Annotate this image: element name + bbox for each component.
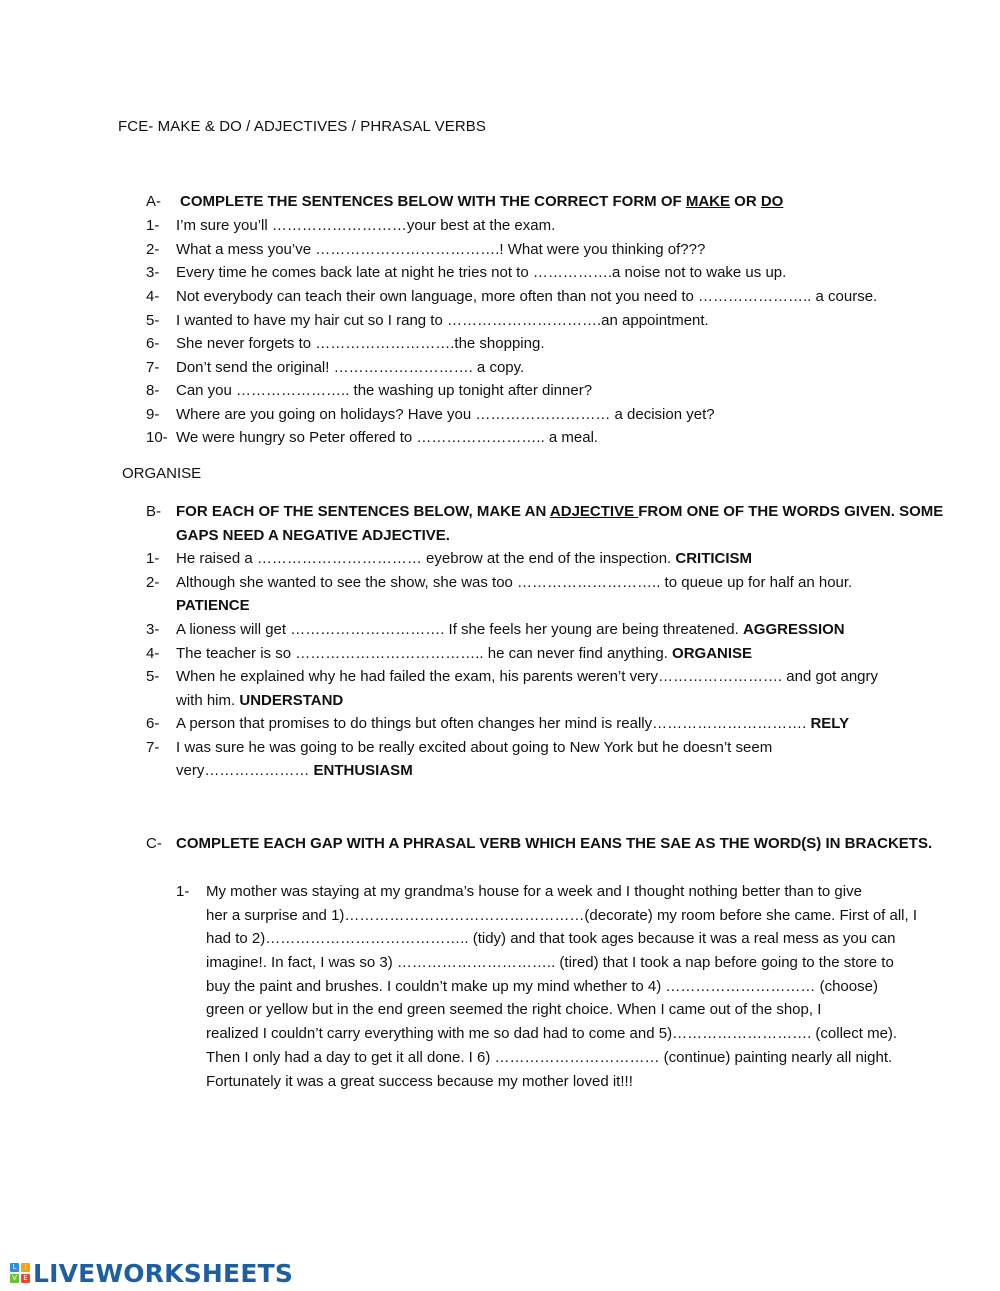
sentence-gap[interactable]: I’m sure you’ll ………………………your best at the exam. [176,217,556,234]
sentence-gap[interactable]: very………………… ENTHUSIASM [176,762,413,779]
liveworksheets-logo[interactable] [10,1258,293,1288]
word-adjective: ADJECTIVE [549,503,639,520]
sentence-gap[interactable]: I wanted to have my hair cut so I rang to ………………………….an appointment. [176,312,709,329]
sentence-gap[interactable]: When he explained why he had failed the exam, his parents weren’t very……………………. and got angry [176,668,879,685]
worksheet-title: FCE- MAKE & DO / ADJECTIVES / PHRASAL VERBS [118,118,486,135]
keyword: AGGRESSION [742,621,845,638]
logo-mark-icon [10,1263,30,1283]
sentence-gap[interactable]: Don’t send the original! ………………………. a copy. [176,359,525,376]
sentence-gap[interactable]: Although she wanted to see the show, she was too ……………………….. to queue up for half an hour. [176,574,853,591]
worksheet-page: FCE- MAKE & DO / ADJECTIVES / PHRASAL VERBS A- COMPLETE THE SENTENCES BELOW WITH THE CORRECT FORM OF MAKE OR DO 1- I’m sure you’ll ………………………your best at the exam. 2- What a mess you’ve ……………………………….! What were you thinking of??? 3- Every time he comes back late at night he tries not to …………….a noise not to wake us up. 4- Not everybody can teach their own language, more often than not you need to ………………….. a course. 5- I wanted to have my hair cut so I rang to ………………………….an appointment. 6- She never forgets to ……………………….the shopping. 7- Don’t send the original! ………………………. a copy. 8- Can you ………………….. the washing up tonight after dinner? 9- Where are you going on holidays? Have you ……………………… a decision yet? 10- We were hungry so Peter offered to …………………….. a meal. ORGANISE B- FOR EACH OF THE SENTENCES BELOW, MAKE AN ADJECTIVE FROM ONE OF THE WORDS GIVEN. SOME GAPS NEED A NEGATIVE ADJECTIVE. 1- He raised a …………………………… eyebrow at the end of the inspection. CRITICISM 2- Although she wanted to see the show, she was too ……………………….. to queue up for half an hour. PATIENCE 3- A lioness will get …………………………. If she feels her young are being threatened. AGGRESSION 4- The teacher is so ……………………………….. he can never find anything. ORGANISE 5- When he explained why he had failed the exam, his parents weren’t very……………………. and got angry with him. UNDERSTAND 6- A person that promises to do things but often changes her mind is really…………………………. RELY 7- I was sure he was going to be really excited about going to New York but he doesn’t seem very………………… ENTHUSIASM C- COMPLETE EACH GAP WITH A PHRASAL VERB WHICH EANS THE SAE AS THE WORD(S) IN BRACKETS. 1- My mother was staying at my grandma’s house for a week and I thought nothing better than to give her a surprise and 1)…………………………………………(decorate) my room before she came. First of all, I had to 2)………………………………….. (tidy) and that took ages because it was a real mess as you can imagine!. In fact, I was so 3) ………………………….. (tired) that I took a nap before going to the store to buy the paint and brushes. I couldn’t make up my mind whether to 4) ………………………… (choose) green or yellow but in the end green seemed the right choice. When I came out of the shop, I realized I couldn’t carry everything with me so dad had to come and 5)………………………. (collect me). Then I only had a day to get it all done. I 6) …………………………… (continue) painting nearly all night. Fortunately it was a great success because my mother loved it!!! L I V E LIVEWORKSHEETS [0,0,1000,1291]
keyword: UNDERSTAND [239,692,344,709]
sentence-gap[interactable]: A lioness will get …………………………. If she feels her young are being threatened. AGGRESSION [176,621,845,638]
word-make: MAKE [685,193,730,210]
section-c-instruction: COMPLETE EACH GAP WITH A PHRASAL VERB WHICH EANS THE SAE AS THE WORD(S) IN BRACKETS. [176,835,933,852]
sentence-gap[interactable]: She never forgets to ……………………….the shopping. [176,335,545,352]
paragraph-line: My mother was staying at my grandma’s house for a week and I thought nothing better than to give [206,883,862,900]
word-do: DO [760,193,784,210]
sentence-gap[interactable]: Not everybody can teach their own language, more often than not you need to ………………….. a course. [176,288,878,305]
sentence-text: I was sure he was going to be really excited about going to New York but he doesn’t seem [176,739,773,756]
paragraph-line-gap[interactable]: Then I only had a day to get it all done. I 6) …………………………… (continue) painting nearly all night. [206,1048,893,1066]
keyword: CRITICISM [675,550,753,567]
section-c-label: C- [146,835,162,852]
paragraph-line-gap[interactable]: buy the paint and brushes. I couldn’t make up my mind whether to 4) ………………………… (choose) [206,977,878,995]
paragraph-line-gap[interactable]: imagine!. In fact, I was so 3) ………………………….. (tired) that I took a nap before going to the store to [206,954,894,972]
brand-name: LIVEWORKSHEETS [33,1258,294,1288]
sentence-gap[interactable]: Where are you going on holidays? Have you ……………………… a decision yet? [176,406,715,423]
keyword: ENTHUSIASM [313,762,413,779]
logo-tile: L [10,1263,19,1272]
sentence-gap[interactable]: What a mess you’ve ……………………………….! What were you thinking of??? [176,241,706,258]
sentence-gap[interactable]: A person that promises to do things but often changes her mind is really…………………………. RELY [176,715,850,732]
sentence-gap[interactable]: Every time he comes back late at night he tries not to …………….a noise not to wake us up. [176,264,787,281]
paragraph-line: green or yellow but in the end green seemed the right choice. When I came out of the shop, I [206,1001,822,1019]
organise-note: ORGANISE [122,465,202,482]
sentence-gap[interactable]: Can you ………………….. the washing up tonight after dinner? [176,382,593,399]
paragraph-line-gap[interactable]: had to 2)………………………………….. (tidy) and that took ages because it was a real mess as you can [206,930,896,948]
sentence-gap[interactable]: He raised a …………………………… eyebrow at the end of the inspection. CRITICISM [176,550,753,567]
section-b-instruction: FOR EACH OF THE SENTENCES BELOW, MAKE AN ADJECTIVE FROM ONE OF THE WORDS GIVEN. SOME [176,503,944,520]
keyword: ORGANISE [672,645,753,662]
section-b-label: B- [146,503,161,520]
keyword: RELY [810,715,850,732]
paragraph-line-gap[interactable]: her a surprise and 1)…………………………………………(decorate) my room before she came. First of all, I [206,906,918,924]
sentence-gap[interactable]: We were hungry so Peter offered to …………………….. a meal. [176,429,599,446]
section-a-label: A- [146,193,161,210]
logo-tile: E [21,1274,30,1283]
sentence-gap[interactable]: The teacher is so ……………………………….. he can never find anything. ORGANISE [176,645,753,662]
logo-tile: V [10,1274,19,1283]
paragraph-line: Fortunately it was a great success because my mother loved it!!! [206,1072,633,1090]
logo-tile: I [21,1263,30,1272]
paragraph-number: 1- [176,883,190,900]
paragraph-line-gap[interactable]: realized I couldn’t carry everything with me so dad had to come and 5)………………………. (collect me). [206,1025,898,1043]
section-a-instruction: COMPLETE THE SENTENCES BELOW WITH THE CORRECT FORM OF MAKE OR DO [180,193,784,210]
keyword: PATIENCE [176,597,250,614]
